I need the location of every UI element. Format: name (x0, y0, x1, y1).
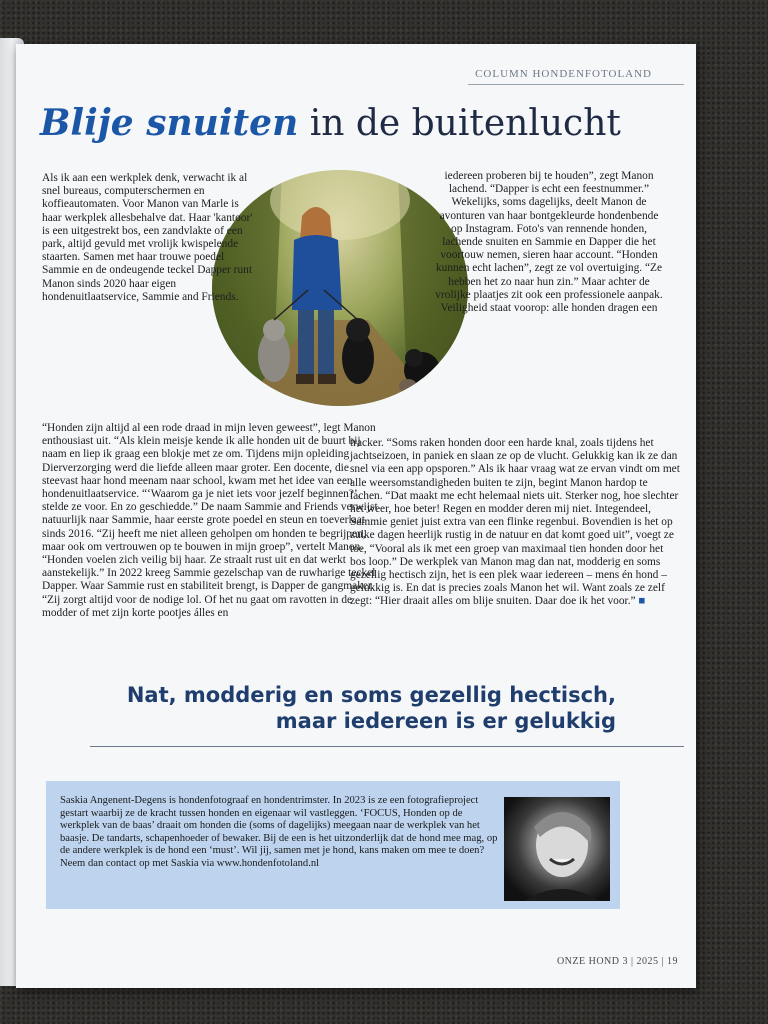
pull-quote (96, 682, 616, 734)
page-folio: ONZE HOND 3 | 2025 | 19 (556, 956, 678, 967)
article-body-column-1-top: Als ik aan een werkplek denk, verwacht ik al snel bureaus, computerschermen en koffieautomaten. Voor Manon van Marle is haar werkplek allesbehalve dat. Haar 'kantoor' is een uitgestrekt bos, een zandvlakte of een park, altijd gevuld met vrolijk kwispelende staarten. Samen met haar trouwe poedel Sammie en de ondeugende teckel Dapper runt Manon sinds 2020 haar eigen hondenuitlaatservice, Sammie and Friends. (42, 172, 253, 303)
article-body-column-2-bottom (350, 437, 680, 609)
author-bio-text: Saskia Angenent-Degens is hondenfotograaf en hondentrimster. In 2023 is ze een fotografieproject gestart waarbij ze de kracht tussen honden en eigenaar wil vastleggen. ‘FOCUS, Honden op de werkplek van de baas’ draait om honden die (soms of dagelijks) meegaan naar de werkplek van het baasje. De tandarts, schapenhoeder of bewaker. Bij de een is het uitzonderlijk dat de hond mee mag, op de andere werkplek is de hond een ‘must’. Wil jij, samen met je hond, kans maken om mee te doen? Neem dan contact op met Saskia via www.hondenfotoland.nl (60, 795, 498, 869)
end-mark-icon: ■ (638, 595, 646, 608)
pull-quote-rule (90, 746, 684, 747)
author-portrait (504, 797, 610, 901)
pull-quote-line-2: maar iedereen is er gelukkig (275, 709, 616, 733)
article-body-column-2-top: iedereen proberen bij te houden”, zegt Manon lachend. “Dapper is echt een feestnummer.” Wekelijks, soms dagelijks, deelt Manon de avonturen van haar bontgekleurde hondenbende op Instagram. Foto's van rennende honden, lachende snuiten en Sammie en Dapper die het voortouw nemen, sieren haar account. “Honden kunnen echt lachen”, zegt ze vol overtuiging. “Ze hebben het zo naar hun zin.” Maar achter de vrolijke plaatjes zit ook een professionele aanpak. Veiligheid staat voorop: alle honden dragen een (435, 170, 663, 315)
author-bio-box (46, 781, 620, 909)
magazine-page (16, 44, 696, 988)
headline-rest: in de buitenlucht (309, 103, 621, 144)
headline-emphasis: Blije snuiten (40, 102, 299, 144)
headline (40, 102, 621, 144)
section-label: COLUMN HONDENFOTOLAND (475, 68, 652, 80)
article-body-column-2-text: tracker. “Soms raken honden door een harde knal, zoals tijdens het jachtseizoen, in paniek en slaan ze op de vlucht. Gelukkig kan ik ze dan snel via een app opsporen.” Als ik haar vraag wat ze ervan vindt om met alle weersomstandigheden buiten te zijn, begint Manon hardop te lachen. “Dat maakt me echt helemaal niets uit. Sterker nog, hoe slechter het weer, hoe beter! Regen en modder deren mij niet. Integendeel, Sammie geniet juist extra van een flinke regenbui. Bovendien is het op zulke dagen heerlijk rustig in de natuur en dat komt goed uit”, voegt ze toe, “Vooral als ik met een groep van maximaal tien honden door het bos loop.” De werkplek van Manon mag dan nat, modderig en soms gezellig hectisch zijn, het is een plek waar iedereen – mens én hond – gelukkig is. En dat is precies zoals Manon het wil. Want zoals ze zelf zegt: “Hier draait alles om blije snuiten. Daar doe ik het voor.” (350, 437, 680, 608)
article-body-column-1-bottom: “Honden zijn altijd al een rode draad in mijn leven geweest”, legt Manon enthousiast uit. “Als klein meisje kende ik alle honden uit de buurt bij naam en liep ik graag een blokje met ze om. Tijdens mijn opleiding Dierverzorging werd die liefde alleen maar groter. Een docente, die steevast haar hond meenam naar school, kwam met het idee van een hondenuitlaatservice. “‘Waarom ga je niet iets voor jezelf beginnen?’, stelde ze voor. En zo geschiedde.” De naam Sammie and Friends verwijst natuurlijk naar Sammie, haar eerste grote poedel en steun en toeverlaat sinds 2016. “Zij heeft me niet alleen geholpen om honden te begrijpen, maar ook om vertrouwen op te bouwen in mijn groep”, vertelt Manon. “Honden voelen zich veilig bij haar. Ze straalt rust uit en dat werkt aanstekelijk.” In 2022 kreeg Sammie gezelschap van de ruwharige teckel Dapper. Waar Sammie rust en stabiliteit brengt, is Dapper de gangmaker. “Zij zorgt altijd voor de nodige lol. Of het nu gaat om ravotten in de modder of met zijn korte pootjes álles en (42, 422, 378, 619)
pull-quote-line-1: Nat, modderig en soms gezellig hectisch, (126, 683, 616, 707)
portrait-illustration (504, 797, 610, 901)
section-rule (468, 84, 684, 85)
